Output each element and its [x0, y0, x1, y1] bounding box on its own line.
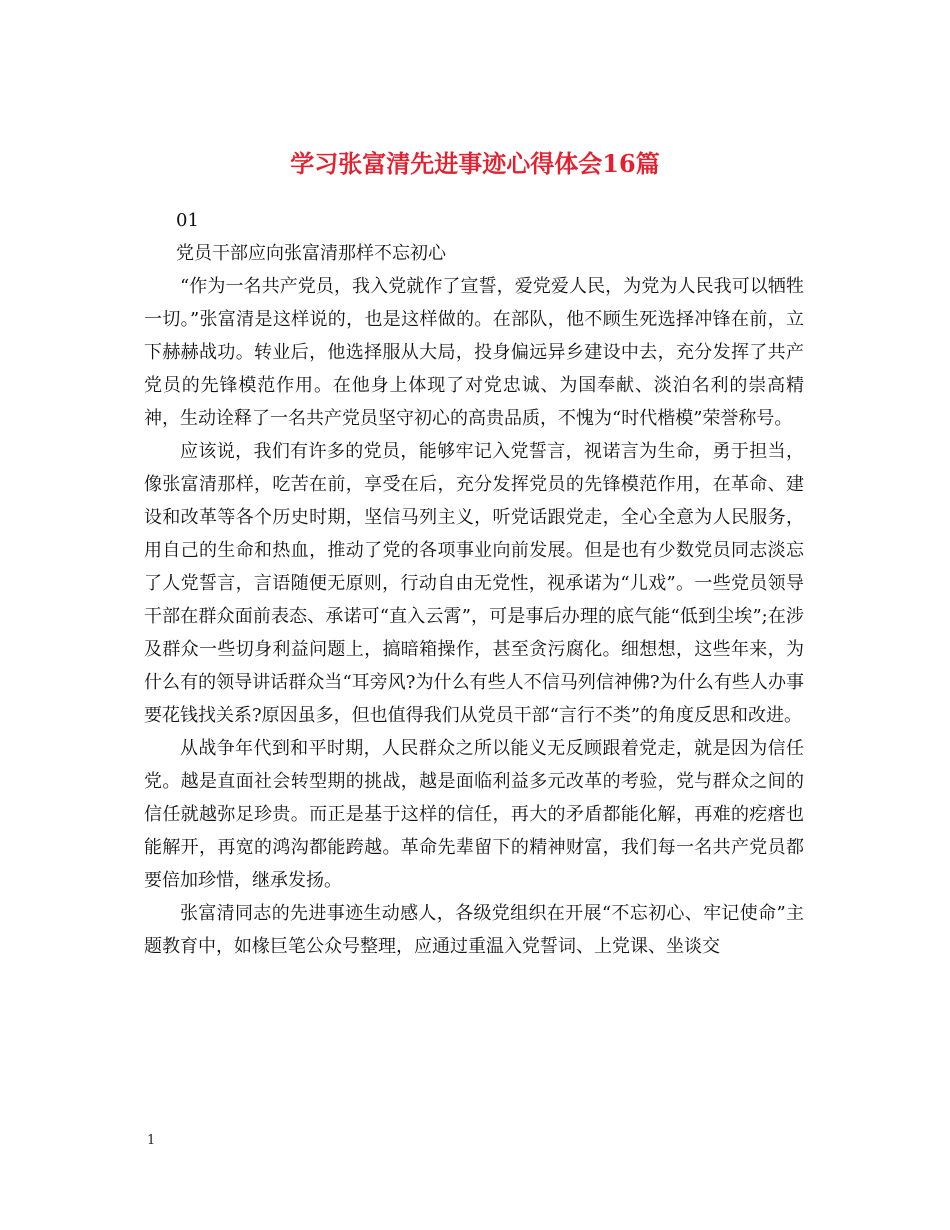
- body-paragraph: 应该说，我们有许多的党员，能够牢记入党誓言，视诺言为生命，勇于担当，像张富清那样，吃苦在前，享受在后，充分发挥党员的先锋模范作用，在革命、建设和改革等各个历史时期，坚信马列主义，听党话跟党走，全心全意为人民服务，用自己的生命和热血，推动了党的各项事业向前发展。但是也有少数党员同志淡忘了人党誓言，言语随便无原则，行动自由无党性，视承诺为“儿戏”。一些党员领导干部在群众面前表态、承诺可“直入云霄”，可是事后办理的底气能“低到尘埃”;在涉及群众一些切身利益问题上，搞暗箱操作，甚至贪污腐化。细想想，这些年来，为什么有的领导讲话群众当“耳旁风?为什么有些人不信马列信神佛?为什么有些人办事要花钱找关系?原因虽多，但也值得我们从党员干部“言行不类”的角度反思和改进。: [144, 441, 804, 726]
- section-heading: 党员干部应向张富清那样不忘初心: [176, 243, 446, 264]
- body-paragraph: “作为一名共产党员，我入党就作了宣誓，爱党爱人民，为党为人民我可以牺牲一切。”张富清是这样说的，也是这样做的。在部队，他不顾生死选择冲锋在前，立下赫赫战功。转业后，他选择服从大局，投身偏远异乡建设中去，充分发挥了共产党员的先锋模范作用。在他身上体现了对党忠诚、为国奉献、淡泊名利的崇高精神，生动诠释了一名共产党员坚守初心的高贵品质，不愧为“时代楷模”荣誉称号。: [144, 276, 804, 429]
- body-paragraph: 张富清同志的先进事迹生动感人，各级党组织在开展“不忘初心、牢记使命”主题教育中，如椽巨笔公众号整理，应通过重温入党誓词、上党课、坐谈交: [144, 903, 804, 957]
- document-body: [144, 204, 804, 963]
- page-title: 学习张富清先进事迹心得体会16篇: [290, 149, 660, 179]
- body-paragraph: 从战争年代到和平时期，人民群众之所以能义无反顾跟着党走，就是因为信任党。越是直面社会转型期的挑战，越是面临利益多元改革的考验，党与群众之间的信任就越弥足珍贵。而正是基于这样的信任，再大的矛盾都能化解，再难的疙瘩也能解开，再宽的鸿沟都能跨越。革命先辈留下的精神财富，我们每一名共产党员都要倍加珍惜，继承发扬。: [144, 738, 804, 891]
- page-number: 1: [147, 1133, 156, 1148]
- section-number: 01: [176, 210, 199, 231]
